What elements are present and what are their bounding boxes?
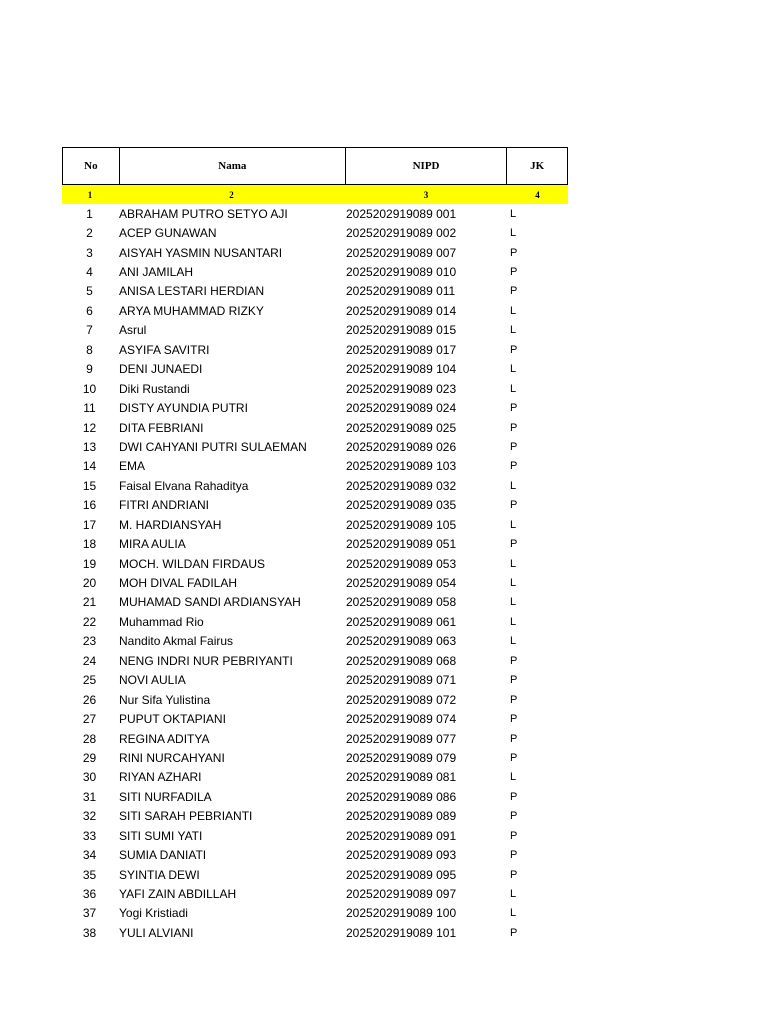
table-body xyxy=(62,204,568,943)
table-row xyxy=(62,709,568,728)
student-gender: P xyxy=(510,343,518,356)
student-gender: P xyxy=(510,751,518,764)
student-nipd: 2025202919089 053 xyxy=(346,556,457,571)
row-number: 34 xyxy=(82,848,97,863)
student-name: RINI NURCAHYANI xyxy=(119,750,225,765)
student-gender: L xyxy=(510,888,517,901)
table-row xyxy=(62,418,568,437)
row-number: 32 xyxy=(82,809,97,824)
row-number: 24 xyxy=(82,653,97,668)
student-name: Asrul xyxy=(119,323,147,338)
row-number: 17 xyxy=(82,517,97,532)
table-row xyxy=(62,651,568,670)
student-nipd: 2025202919089 026 xyxy=(346,439,457,454)
student-name: SITI SARAH PEBRIANTI xyxy=(119,809,253,824)
table-row xyxy=(62,748,568,767)
student-gender: L xyxy=(510,518,517,531)
student-name: ASYIFA SAVITRI xyxy=(119,342,210,357)
student-nipd: 2025202919089 097 xyxy=(346,887,457,902)
row-number: 14 xyxy=(82,459,97,474)
table-row xyxy=(62,632,568,651)
column-number-row xyxy=(62,185,568,204)
student-name: M. HARDIANSYAH xyxy=(119,517,222,532)
row-number: 4 xyxy=(86,265,93,280)
header-nama: Nama xyxy=(119,148,345,184)
table-row xyxy=(62,593,568,612)
student-name: YULI ALVIANI xyxy=(119,925,194,940)
table-row xyxy=(62,671,568,690)
row-number: 33 xyxy=(82,828,97,843)
student-gender: P xyxy=(510,790,518,803)
table-row xyxy=(62,690,568,709)
student-nipd: 2025202919089 072 xyxy=(346,692,457,707)
student-nipd: 2025202919089 086 xyxy=(346,789,457,804)
student-name: Diki Rustandi xyxy=(119,381,190,396)
student-gender: P xyxy=(510,654,518,667)
table-row xyxy=(62,360,568,379)
student-gender: P xyxy=(510,926,518,939)
student-nipd: 2025202919089 071 xyxy=(346,673,457,688)
student-name: MOH DIVAL FADILAH xyxy=(119,576,238,591)
table-row xyxy=(62,340,568,359)
student-nipd: 2025202919089 014 xyxy=(346,303,457,318)
student-nipd: 2025202919089 079 xyxy=(346,750,457,765)
student-nipd: 2025202919089 091 xyxy=(346,828,457,843)
student-gender: L xyxy=(510,479,517,492)
student-nipd: 2025202919089 015 xyxy=(346,323,457,338)
table-row xyxy=(62,223,568,242)
column-number: 2 xyxy=(229,189,234,200)
row-number: 15 xyxy=(82,478,97,493)
student-name: SYINTIA DEWI xyxy=(119,867,200,882)
row-number: 29 xyxy=(82,750,97,765)
student-name: DITA FEBRIANI xyxy=(119,420,204,435)
table-row xyxy=(62,515,568,534)
student-gender: L xyxy=(510,615,517,628)
student-nipd: 2025202919089 101 xyxy=(346,925,457,940)
table-row xyxy=(62,534,568,553)
table-row xyxy=(62,301,568,320)
student-gender: L xyxy=(510,577,517,590)
student-gender: L xyxy=(510,596,517,609)
student-nipd: 2025202919089 093 xyxy=(346,848,457,863)
row-number: 38 xyxy=(82,925,97,940)
student-name: YAFI ZAIN ABDILLAH xyxy=(119,887,237,902)
column-number: 4 xyxy=(535,189,540,200)
student-gender: L xyxy=(510,207,517,220)
student-gender: P xyxy=(510,266,518,279)
student-table xyxy=(62,147,568,943)
table-row xyxy=(62,398,568,417)
student-gender: P xyxy=(510,440,518,453)
student-name: NOVI AULIA xyxy=(119,673,186,688)
row-number: 6 xyxy=(86,303,93,318)
header-jk: JK xyxy=(506,148,567,184)
student-name: SITI SUMI YATI xyxy=(119,828,203,843)
student-name: Faisal Elvana Rahaditya xyxy=(119,478,249,493)
student-nipd: 2025202919089 074 xyxy=(346,712,457,727)
student-name: NENG INDRI NUR PEBRIYANTI xyxy=(119,653,293,668)
student-name: SUMIA DANIATI xyxy=(119,848,207,863)
row-number: 36 xyxy=(82,887,97,902)
header-nipd: NIPD xyxy=(345,148,506,184)
row-number: 12 xyxy=(82,420,97,435)
table-row xyxy=(62,457,568,476)
student-gender: P xyxy=(510,402,518,415)
table-row xyxy=(62,612,568,631)
student-gender: P xyxy=(510,674,518,687)
student-nipd: 2025202919089 077 xyxy=(346,731,457,746)
row-number: 2 xyxy=(86,226,93,241)
row-number: 23 xyxy=(82,634,97,649)
student-name: REGINA ADITYA xyxy=(119,731,210,746)
student-nipd: 2025202919089 068 xyxy=(346,653,457,668)
student-nipd: 2025202919089 104 xyxy=(346,362,457,377)
student-nipd: 2025202919089 024 xyxy=(346,401,457,416)
student-name: MOCH. WILDAN FIRDAUS xyxy=(119,556,266,571)
student-nipd: 2025202919089 025 xyxy=(346,420,457,435)
student-gender: L xyxy=(510,635,517,648)
student-gender: P xyxy=(510,810,518,823)
row-number: 26 xyxy=(82,692,97,707)
row-number: 27 xyxy=(82,712,97,727)
table-row xyxy=(62,807,568,826)
student-nipd: 2025202919089 103 xyxy=(346,459,457,474)
student-nipd: 2025202919089 051 xyxy=(346,537,457,552)
student-name: SITI NURFADILA xyxy=(119,789,212,804)
row-number: 9 xyxy=(86,362,93,377)
table-row xyxy=(62,262,568,281)
student-gender: P xyxy=(510,538,518,551)
student-nipd: 2025202919089 010 xyxy=(346,265,457,280)
student-gender: L xyxy=(510,363,517,376)
row-number: 28 xyxy=(82,731,97,746)
student-nipd: 2025202919089 100 xyxy=(346,906,457,921)
table-row xyxy=(62,845,568,864)
table-row xyxy=(62,554,568,573)
student-name: ABRAHAM PUTRO SETYO AJI xyxy=(119,206,288,221)
row-number: 13 xyxy=(82,439,97,454)
row-number: 18 xyxy=(82,537,97,552)
row-number: 20 xyxy=(82,576,97,591)
row-number: 11 xyxy=(83,401,96,416)
row-number: 37 xyxy=(82,906,97,921)
student-gender: L xyxy=(510,324,517,337)
student-gender: L xyxy=(510,771,517,784)
row-number: 30 xyxy=(82,770,97,785)
table-row xyxy=(62,904,568,923)
student-name: Nur Sifa Yulistina xyxy=(119,692,211,707)
student-name: MIRA AULIA xyxy=(119,537,186,552)
student-gender: L xyxy=(510,557,517,570)
student-gender: P xyxy=(510,849,518,862)
student-nipd: 2025202919089 081 xyxy=(346,770,457,785)
student-gender: L xyxy=(510,382,517,395)
student-nipd: 2025202919089 105 xyxy=(346,517,457,532)
table-row xyxy=(62,243,568,262)
table-header-row xyxy=(62,147,568,185)
student-nipd: 2025202919089 007 xyxy=(346,245,457,260)
table-row xyxy=(62,476,568,495)
student-name: ANISA LESTARI HERDIAN xyxy=(119,284,265,299)
student-name: ACEP GUNAWAN xyxy=(119,226,217,241)
table-row xyxy=(62,321,568,340)
student-gender: L xyxy=(510,227,517,240)
student-gender: P xyxy=(510,732,518,745)
student-name: MUHAMAD SANDI ARDIANSYAH xyxy=(119,595,301,610)
row-number: 22 xyxy=(82,614,97,629)
student-nipd: 2025202919089 023 xyxy=(346,381,457,396)
row-number: 8 xyxy=(86,342,93,357)
student-gender: P xyxy=(510,713,518,726)
table-row xyxy=(62,204,568,223)
student-gender: P xyxy=(510,460,518,473)
row-number: 7 xyxy=(86,323,93,338)
table-row xyxy=(62,437,568,456)
student-gender: P xyxy=(510,499,518,512)
student-gender: P xyxy=(510,868,518,881)
student-name: RIYAN AZHARI xyxy=(119,770,202,785)
table-row xyxy=(62,496,568,515)
table-row xyxy=(62,768,568,787)
row-number: 21 xyxy=(82,595,97,610)
student-gender: P xyxy=(510,693,518,706)
student-gender: P xyxy=(510,246,518,259)
student-name: AISYAH YASMIN NUSANTARI xyxy=(119,245,283,260)
student-name: Yogi Kristiadi xyxy=(119,906,188,921)
student-nipd: 2025202919089 058 xyxy=(346,595,457,610)
column-number: 3 xyxy=(423,189,429,200)
table-row xyxy=(62,884,568,903)
column-number: 1 xyxy=(87,189,93,200)
row-number: 25 xyxy=(82,673,97,688)
row-number: 5 xyxy=(86,284,93,299)
student-gender: L xyxy=(510,304,517,317)
student-gender: P xyxy=(510,285,518,298)
row-number: 3 xyxy=(86,245,93,260)
row-number: 10 xyxy=(82,381,97,396)
student-gender: P xyxy=(510,829,518,842)
table-row xyxy=(62,787,568,806)
student-nipd: 2025202919089 001 xyxy=(346,206,457,221)
student-nipd: 2025202919089 032 xyxy=(346,478,457,493)
row-number: 16 xyxy=(82,498,97,513)
row-number: 35 xyxy=(82,867,97,882)
student-name: PUPUT OKTAPIANI xyxy=(119,712,226,727)
table-row xyxy=(62,379,568,398)
student-name: DENI JUNAEDI xyxy=(119,362,203,377)
row-number: 1 xyxy=(86,206,93,221)
student-nipd: 2025202919089 095 xyxy=(346,867,457,882)
table-row xyxy=(62,729,568,748)
row-number: 19 xyxy=(82,556,97,571)
student-name: DWI CAHYANI PUTRI SULAEMAN xyxy=(119,439,307,454)
student-gender: L xyxy=(510,907,517,920)
table-row xyxy=(62,826,568,845)
student-name: Muhammad Rio xyxy=(119,614,204,629)
student-nipd: 2025202919089 035 xyxy=(346,498,457,513)
table-row xyxy=(62,865,568,884)
table-row xyxy=(62,282,568,301)
student-nipd: 2025202919089 011 xyxy=(346,284,456,299)
student-nipd: 2025202919089 089 xyxy=(346,809,457,824)
student-gender: P xyxy=(510,421,518,434)
student-nipd: 2025202919089 017 xyxy=(346,342,457,357)
student-name: ANI JAMILAH xyxy=(119,265,194,280)
row-number: 31 xyxy=(82,789,97,804)
student-name: Nandito Akmal Fairus xyxy=(119,634,234,649)
student-nipd: 2025202919089 002 xyxy=(346,226,457,241)
student-name: FITRI ANDRIANI xyxy=(119,498,210,513)
student-name: DISTY AYUNDIA PUTRI xyxy=(119,401,248,416)
student-nipd: 2025202919089 061 xyxy=(346,614,457,629)
header-no: No xyxy=(84,160,98,172)
student-nipd: 2025202919089 054 xyxy=(346,576,457,591)
table-row xyxy=(62,923,568,942)
table-row xyxy=(62,573,568,592)
student-nipd: 2025202919089 063 xyxy=(346,634,457,649)
student-name: EMA xyxy=(119,459,146,474)
student-name: ARYA MUHAMMAD RIZKY xyxy=(119,303,264,318)
